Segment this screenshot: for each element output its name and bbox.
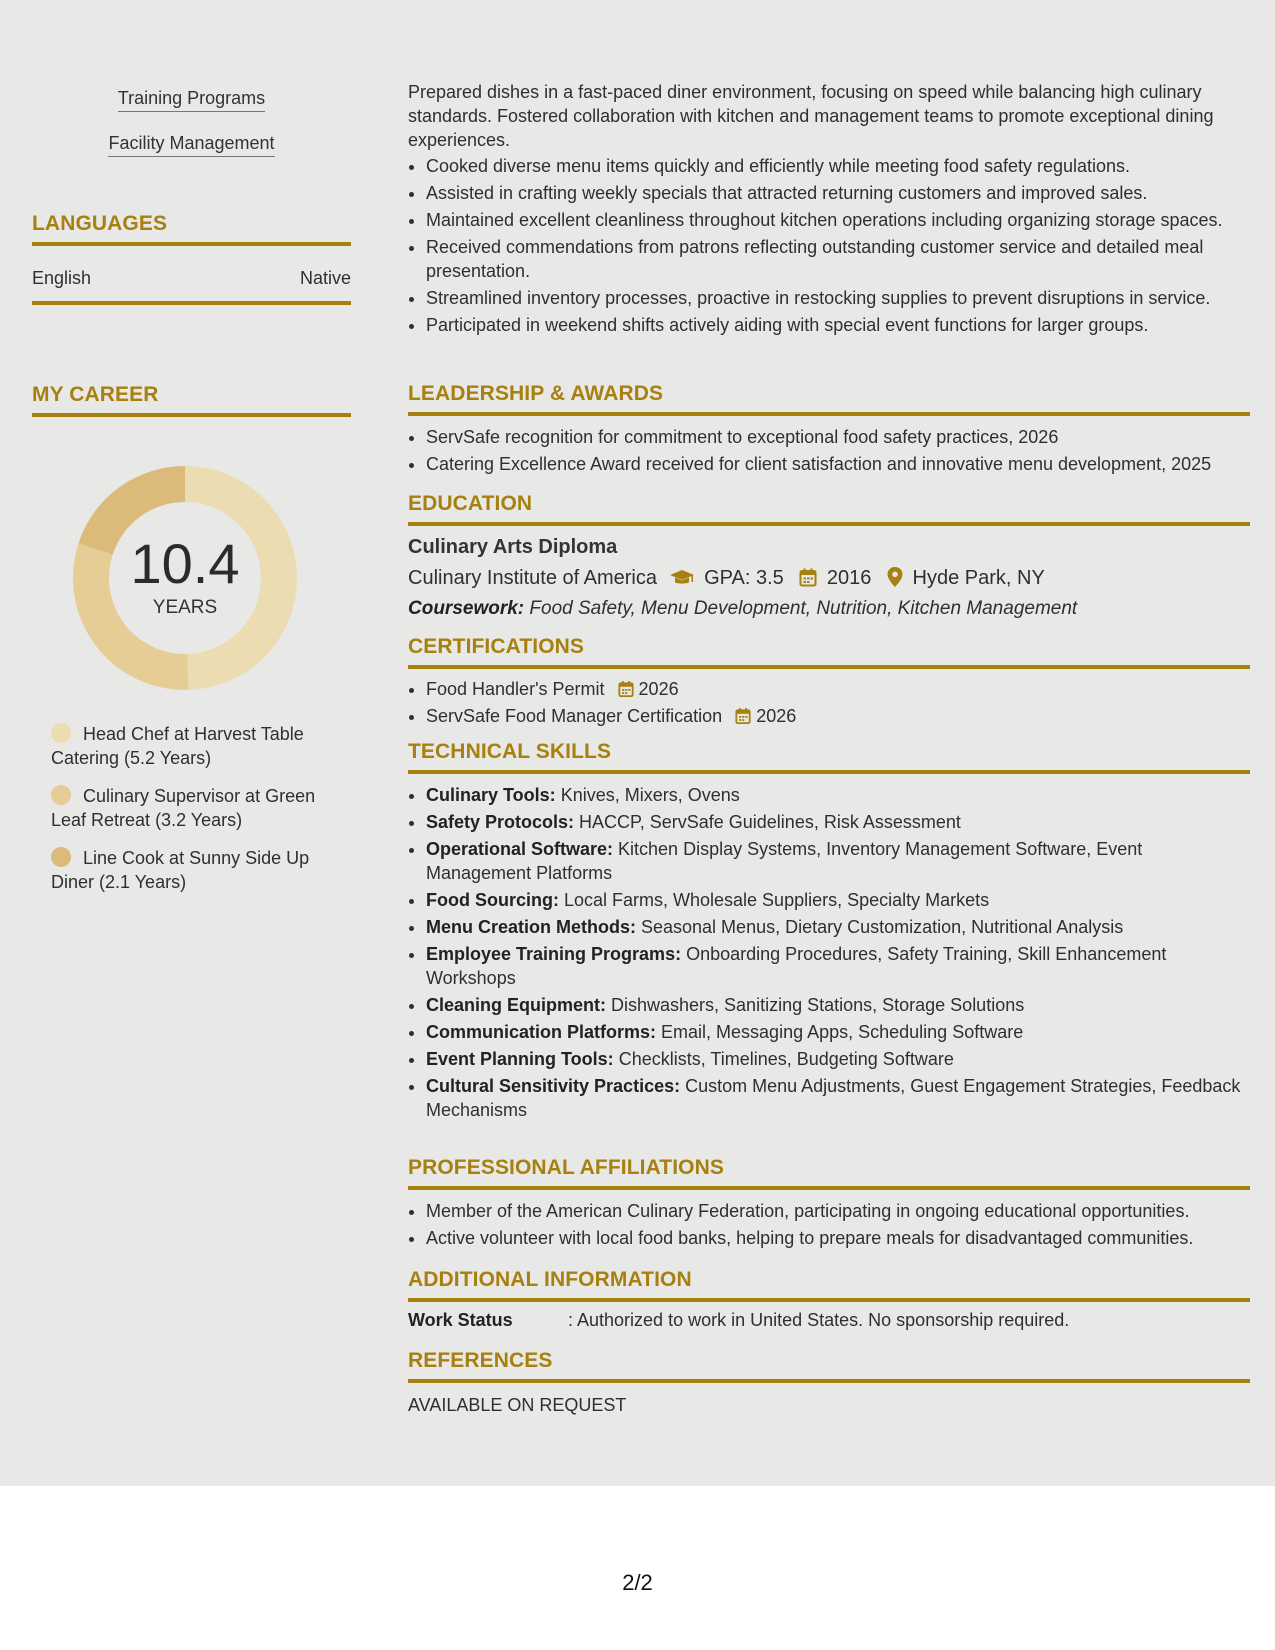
coursework	[408, 598, 1250, 620]
career-item	[32, 784, 332, 832]
coursework-label: Coursework:	[408, 598, 525, 619]
legend-dot	[51, 847, 71, 867]
language-level: Native	[299, 268, 351, 288]
skill-label: Cultural Sensitivity Practices:	[426, 1076, 681, 1096]
certifications-section	[408, 635, 1250, 731]
coursework-list: Food Safety, Menu Development, Nutrition, Kitchen Management	[524, 598, 1078, 619]
list-item: • ServSafe recognition for commitment to exceptional food safety practices, 2026	[426, 425, 1250, 449]
skill-value: Onboarding Procedures, Safety Training, Skill Enhancement Workshops	[426, 944, 1167, 988]
career-total-unit: YEARS	[152, 597, 218, 618]
section-divider	[408, 665, 1250, 669]
work-status-label: Work Status	[408, 1310, 513, 1330]
section-divider	[408, 1298, 1250, 1302]
skill-value: HACCP, ServSafe Guidelines, Risk Assessment	[574, 812, 961, 832]
work-status-row	[408, 1310, 1250, 1331]
list-item: • Catering Excellence Award received for client satisfaction and innovative menu development, 2025	[426, 452, 1250, 476]
skill-label: Operational Software:	[426, 839, 614, 859]
degree-title: Culinary Arts Diploma	[408, 536, 618, 558]
skill-value: Kitchen Display Systems, Inventory Management Software, Event Management Platforms	[426, 839, 1143, 883]
additional-info-section	[408, 1268, 1250, 1331]
section-divider	[408, 412, 1250, 416]
skill-label: Cleaning Equipment:	[426, 995, 606, 1015]
school-location: Hyde Park, NY	[912, 567, 1045, 589]
skill-value: Checklists, Timelines, Budgeting Software	[613, 1049, 954, 1069]
education-details	[408, 567, 1250, 590]
certifications-list	[408, 677, 1250, 728]
skill-training-programs: Training Programs	[118, 88, 265, 112]
career-section	[32, 383, 351, 417]
list-item	[426, 704, 1250, 728]
graduation-cap-icon	[669, 569, 695, 587]
leadership-section	[408, 382, 1250, 479]
experience-summary: Prepared dishes in a fast-paced diner environment, focusing on speed while balancing high culinary standards. Fostered collaboration with kitchen and management teams to promote exceptional dining experiences.	[408, 82, 1214, 150]
certification-name: Food Handler's Permit	[426, 679, 605, 699]
career-legend	[32, 722, 332, 908]
calendar-icon	[735, 707, 751, 725]
career-heading: MY CAREER	[32, 383, 159, 406]
certification-year: 2026	[638, 679, 679, 699]
language-row	[32, 268, 351, 289]
location-pin-icon	[887, 567, 903, 587]
additional-info-heading: ADDITIONAL INFORMATION	[408, 1268, 692, 1291]
graduation-year: 2016	[826, 567, 872, 589]
gpa: GPA: 3.5	[704, 567, 784, 589]
references-text: AVAILABLE ON REQUEST	[408, 1395, 627, 1415]
affiliations-list	[408, 1199, 1250, 1250]
list-item: • Member of the American Culinary Federation, participating in ongoing educational opportunities.	[426, 1199, 1250, 1223]
education-section	[408, 492, 1250, 620]
language-name: English	[32, 268, 92, 288]
skill-value: Email, Messaging Apps, Scheduling Software	[656, 1022, 1024, 1042]
career-item-text: Line Cook at Sunny Side Up Diner (2.1 Years)	[51, 848, 310, 892]
language-level-bar	[32, 301, 351, 305]
certification-name: ServSafe Food Manager Certification	[426, 706, 723, 726]
experience-block	[408, 80, 1250, 340]
certifications-heading: CERTIFICATIONS	[408, 635, 585, 658]
calendar-icon	[799, 568, 817, 587]
list-item	[426, 677, 1250, 701]
skill-label: Food Sourcing:	[426, 890, 559, 910]
calendar-icon	[618, 680, 634, 698]
skill-value: Local Farms, Wholesale Suppliers, Specialty Markets	[558, 890, 990, 910]
technical-skills-list	[408, 783, 1250, 1122]
list-item: • Active volunteer with local food banks, helping to prepare meals for disadvantaged communities.	[426, 1226, 1250, 1250]
affiliations-section	[408, 1156, 1250, 1253]
list-item	[426, 783, 1250, 807]
list-item	[426, 993, 1250, 1017]
list-item	[426, 810, 1250, 834]
leadership-list	[408, 425, 1250, 476]
career-item	[32, 846, 332, 894]
affiliations-heading: PROFESSIONAL AFFILIATIONS	[408, 1156, 724, 1179]
skill-value: Seasonal Menus, Dietary Customization, Nutritional Analysis	[636, 917, 1124, 937]
list-item: • Received commendations from patrons reflecting outstanding customer service and detailed meal presentation.	[426, 235, 1250, 283]
list-item	[426, 837, 1250, 885]
leadership-heading: LEADERSHIP & AWARDS	[408, 382, 664, 405]
section-divider	[32, 242, 351, 246]
skill-label: Communication Platforms:	[426, 1022, 657, 1042]
skill-label: Safety Protocols:	[426, 812, 575, 832]
references-section	[408, 1349, 1250, 1416]
career-item	[32, 722, 332, 770]
work-status-value: : Authorized to work in United States. No sponsorship required.	[568, 1310, 1070, 1330]
list-item: • Assisted in crafting weekly specials that attracted returning customers and improved sales.	[426, 181, 1250, 205]
certification-year: 2026	[756, 706, 797, 726]
legend-dot	[51, 723, 71, 743]
list-item: • Participated in weekend shifts actively aiding with special event functions for larger groups.	[426, 313, 1250, 337]
section-divider	[408, 1186, 1250, 1190]
skill-facility-management: Facility Management	[108, 133, 274, 157]
list-item	[426, 942, 1250, 990]
section-divider	[408, 1379, 1250, 1383]
education-heading: EDUCATION	[408, 492, 533, 515]
skill-label: Culinary Tools:	[426, 785, 556, 805]
languages-heading: LANGUAGES	[32, 212, 168, 235]
page-number: 2/2	[622, 1570, 653, 1595]
skill-value: Dishwashers, Sanitizing Stations, Storage Solutions	[606, 995, 1025, 1015]
technical-skills-heading: TECHNICAL SKILLS	[408, 740, 612, 763]
list-item	[426, 1047, 1250, 1071]
section-divider	[32, 413, 351, 417]
skill-value: Knives, Mixers, Ovens	[555, 785, 740, 805]
legend-dot	[51, 785, 71, 805]
career-donut-chart	[65, 458, 305, 698]
skill-label: Employee Training Programs:	[426, 944, 682, 964]
technical-skills-section	[408, 740, 1250, 1125]
list-item	[426, 915, 1250, 939]
section-divider	[408, 522, 1250, 526]
skill-label: Menu Creation Methods:	[426, 917, 636, 937]
skill-label: Event Planning Tools:	[426, 1049, 614, 1069]
school-name: Culinary Institute of America	[408, 567, 657, 589]
career-item-text: Head Chef at Harvest Table Catering (5.2 Years)	[51, 724, 304, 768]
list-item	[426, 1074, 1250, 1122]
references-heading: REFERENCES	[408, 1349, 553, 1372]
skill-value: Custom Menu Adjustments, Guest Engagement Strategies, Feedback Mechanisms	[426, 1076, 1241, 1120]
career-item-text: Culinary Supervisor at Green Leaf Retreat (3.2 Years)	[51, 786, 316, 830]
list-item	[426, 888, 1250, 912]
list-item: • Streamlined inventory processes, proactive in restocking supplies to prevent disruptions in service.	[426, 286, 1250, 310]
section-divider	[408, 770, 1250, 774]
career-total-years: 10.4	[130, 532, 240, 595]
list-item	[426, 1020, 1250, 1044]
list-item: • Cooked diverse menu items quickly and efficiently while meeting food safety regulations.	[426, 154, 1250, 178]
languages-section	[32, 212, 351, 305]
list-item: • Maintained excellent cleanliness throughout kitchen operations including organizing storage spaces.	[426, 208, 1250, 232]
experience-bullets	[408, 154, 1250, 337]
